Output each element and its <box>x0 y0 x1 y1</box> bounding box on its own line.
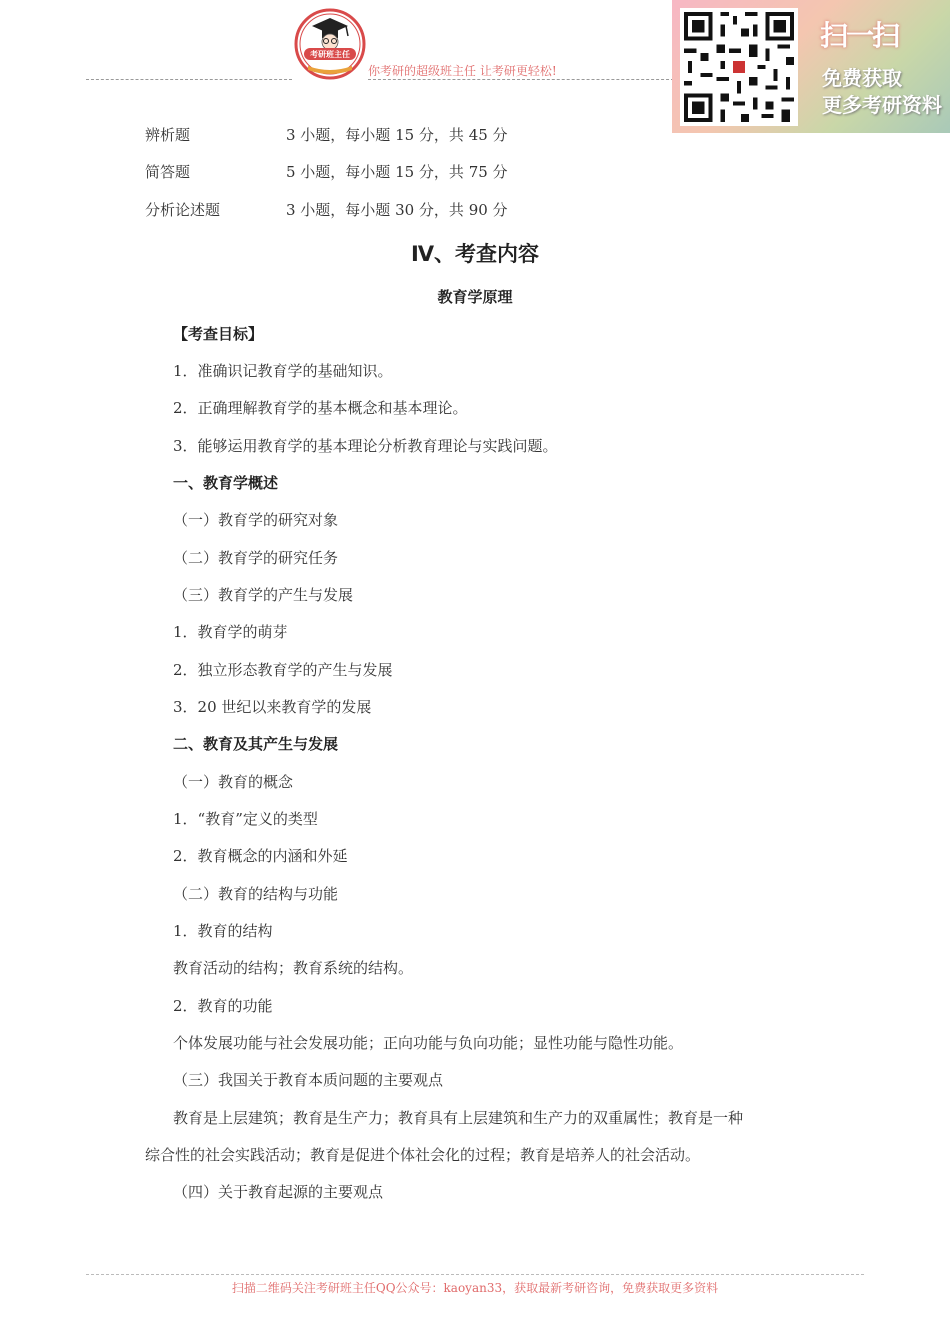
question-type: 分析论述题 <box>145 201 221 219</box>
question-type: 辨析题 <box>145 126 191 144</box>
section-title: Ⅳ、考查内容 <box>410 242 540 266</box>
goal-item: 2．正确理解教育学的基本概念和基本理论。 <box>173 399 468 417</box>
paragraph: 综合性的社会实践活动；教育是促进个体社会化的过程；教育是培养人的社会活动。 <box>145 1146 701 1164</box>
subsection: （一）教育的概念 <box>173 773 294 791</box>
chapter-heading: 一、教育学概述 <box>173 474 279 492</box>
logo <box>290 6 370 80</box>
question-detail: 5 小题，每小题 15 分，共 75 分 <box>286 163 508 181</box>
paragraph: 教育活动的结构；教育系统的结构。 <box>173 959 414 977</box>
list-item: 3．20 世纪以来教育学的发展 <box>173 698 372 716</box>
subsection: （一）教育学的研究对象 <box>173 511 339 529</box>
footer-divider <box>86 1274 864 1275</box>
question-type: 简答题 <box>145 163 191 181</box>
list-item: 1．教育的结构 <box>173 922 273 940</box>
logo-icon <box>290 6 370 80</box>
subsection: （四）关于教育起源的主要观点 <box>173 1183 384 1201</box>
question-detail: 3 小题，每小题 15 分，共 45 分 <box>286 126 508 144</box>
question-detail: 3 小题，每小题 30 分，共 90 分 <box>286 201 508 219</box>
header-slogan: 你考研的超级班主任 让考研更轻松! <box>368 64 557 78</box>
list-item: 1．教育学的萌芽 <box>173 623 288 641</box>
qr-promo-line-2: 更多考研资料 <box>822 93 942 117</box>
list-item: 2．教育的功能 <box>173 997 273 1015</box>
qr-promo-title: 扫一扫 <box>820 19 899 52</box>
subsection: （三）教育学的产生与发展 <box>173 586 354 604</box>
subject-title: 教育学原理 <box>437 288 513 306</box>
qr-promo-line-1: 免费获取 <box>822 66 902 90</box>
list-item: 1．“教育”定义的类型 <box>173 810 318 828</box>
goal-item: 3．能够运用教育学的基本理论分析教育理论与实践问题。 <box>173 437 558 455</box>
header-divider-left <box>86 79 292 80</box>
footer-text: 扫描二维码关注考研班主任QQ公众号：kaoyan33，获取最新考研咨询，免费获取更多资料 <box>231 1281 719 1295</box>
qr-code-icon <box>680 8 798 126</box>
subsection: （三）我国关于教育本质问题的主要观点 <box>173 1071 444 1089</box>
logo-text: 考研班主任 <box>310 50 350 59</box>
paragraph: 教育是上层建筑；教育是生产力；教育具有上层建筑和生产力的双重属性；教育是一种 <box>173 1109 744 1127</box>
subsection: （二）教育学的研究任务 <box>173 549 339 567</box>
list-item: 2．教育概念的内涵和外延 <box>173 847 348 865</box>
qr-code[interactable] <box>680 8 798 126</box>
subsection: （二）教育的结构与功能 <box>173 885 339 903</box>
goal-heading: 【考查目标】 <box>173 325 264 343</box>
goal-item: 1．准确识记教育学的基础知识。 <box>173 362 393 380</box>
paragraph: 个体发展功能与社会发展功能；正向功能与负向功能；显性功能与隐性功能。 <box>173 1034 684 1052</box>
header-divider-right <box>368 79 674 80</box>
list-item: 2．独立形态教育学的产生与发展 <box>173 661 393 679</box>
chapter-heading: 二、教育及其产生与发展 <box>173 735 339 753</box>
